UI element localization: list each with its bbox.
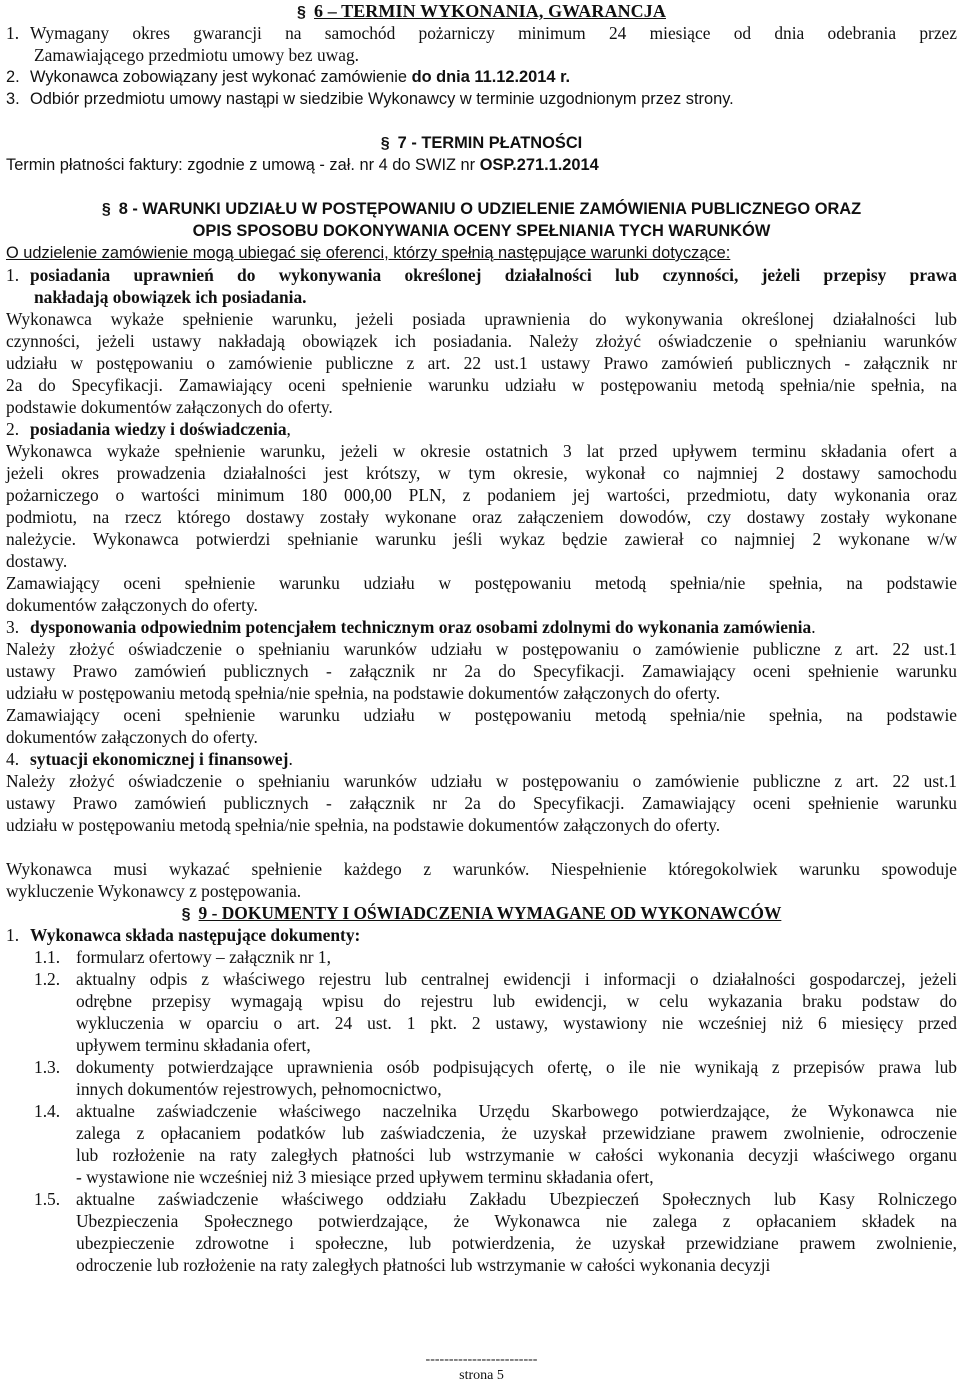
section-6-item-2 [6, 66, 957, 88]
list-item [6, 1034, 957, 1056]
paragraph-line: dostawy. [6, 551, 68, 571]
paragraph-line: Zamawiającego przedmiotu umowy bez uwag. [34, 45, 359, 65]
paragraph-line: 2a do Specyfikacji. Zamawiający oceni spełnienie warunku udziału w postępowaniu metodą spełnia/nie spełnia, na [6, 375, 957, 395]
paragraph-line: O udzielenie zamówienie mogą ubiegać się oferenci, którzy spełnią następujące warunki dotyczące: [6, 244, 731, 262]
list-item-text: aktualny odpis z właściwego rejestru lub centralnej ewidencji i informacji o działalności gospodarczej, jeżeli [76, 969, 957, 989]
spacer [6, 110, 957, 132]
spacer [6, 176, 957, 198]
page-number: strona 5 [459, 1368, 504, 1383]
item-number: 2. [6, 68, 20, 86]
section-9-title: 9 - DOKUMENTY I OŚWIADCZENIA WYMAGANE OD WYKONAWCÓW [198, 903, 782, 923]
paragraph-line: pożarniczego o wartości minimum 180 000,00 PLN, z podaniem jej wartości, przedmiotu, daty wykonania oraz [6, 485, 957, 505]
paragraph-line: dokumentów załączonych do oferty. [6, 595, 258, 615]
list-item-text: upływem terminu składania ofert, [76, 1035, 311, 1055]
section-8-heading-cont [6, 220, 957, 242]
spacer [6, 836, 957, 858]
list-item-text: aktualne zaświadczenie właściwego naczelnika Urzędu Skarbowego potwierdzające, że Wykonawca nie [76, 1101, 957, 1121]
paragraph-line: udziału w postępowaniu o zamówienie publiczne z art. 22 ust.1 ustawy Prawo zamówień publicznych - załącznik nr [6, 353, 957, 373]
item-number: 1.2. [34, 969, 61, 989]
section-9-lead [6, 924, 957, 946]
paragraph-line: należycie. Wykonawca potwierdzi spełnianie warunku jeśli wykaz będzie zawierał co najmniej 2 wykonane w/w [6, 529, 957, 549]
section-6-heading [6, 0, 957, 22]
paragraph-line: Odbiór przedmiotu umowy nastąpi w siedzibie Wykonawcy w terminie uzgodnionym przez strony. [30, 90, 734, 108]
paragraph-line: Wykonawca wykaże spełnienie warunku, jeżeli posiada uprawnienia do wykonywania określonej działalności lub [6, 309, 957, 329]
pilcrow-icon: § [297, 4, 307, 21]
list-item-text: aktualne zaświadczenie właściwego oddziału Zakładu Ubezpieczeń Społecznych lub Kasy Rolniczego [76, 1189, 957, 1209]
condition-title: posiadania uprawnień do wykonywania określonej działalności lub czynności, jeżeli przepisy prawa [30, 265, 957, 285]
list-item-text: ubezpieczenie zdrowotne i społeczne, lub potwierdzenia, że uzyskał przewidziane prawem zwolnienie, [76, 1233, 957, 1253]
section-7-title: 7 - TERMIN PŁATNOŚCI [397, 134, 583, 152]
section-8-title: 8 - WARUNKI UDZIAŁU W POSTĘPOWANIU O UDZIELENIE ZAMÓWIENIA PUBLICZNEGO ORAZ [118, 200, 862, 218]
paragraph-line: Należy złożyć oświadczenie o spełnianiu warunków udziału w postępowaniu o zamówienie publiczne z art. 22 ust.1 [6, 771, 957, 791]
section-6-title: 6 – TERMIN WYKONANIA, GWARANCJA [314, 1, 666, 21]
list-item [6, 1166, 957, 1188]
condition-1-heading-cont [6, 286, 957, 308]
footer-rule: ------------------------ [425, 1352, 538, 1367]
paragraph-line: wykluczenie Wykonawcy z postępowania. [6, 881, 302, 901]
paragraph-line: dokumentów załączonych do oferty. [6, 727, 258, 747]
condition-title: nakładają obowiązek ich posiadania. [34, 287, 307, 307]
page-footer [6, 1352, 957, 1384]
section-6-item-1 [6, 22, 957, 44]
deadline-date: do dnia 11.12.2014 r. [411, 68, 571, 86]
list-item-text: formularz ofertowy – załącznik nr 1, [76, 947, 331, 967]
reference-number: OSP.271.1.2014 [479, 156, 599, 174]
list-item [6, 1122, 957, 1144]
section-8-subtitle: OPIS SPOSOBU DOKONYWANIA OCENY SPEŁNIANIA TYCH WARUNKÓW [192, 222, 771, 240]
list-item [6, 1078, 957, 1100]
paragraph-line: Zamawiający oceni spełnienie warunku udziału w postępowaniu metodą spełnia/nie spełnia, na podstawie [6, 573, 957, 593]
list-item [6, 1056, 957, 1078]
list-item [6, 1232, 957, 1254]
paragraph-line: Wykonawca wykaże spełnienie warunku, jeżeli w okresie ostatnich 3 lat przed upływem terminu składania ofert a [6, 441, 957, 461]
list-item [6, 1254, 957, 1276]
item-number: 1.4. [34, 1101, 61, 1121]
pilcrow-icon: § [380, 135, 390, 152]
section-6-item-1-cont [6, 44, 957, 66]
punctuation: , [286, 419, 291, 439]
paragraph-line: Termin płatności faktury: zgodnie z umową - zał. nr 4 do SWIZ nr [6, 156, 480, 174]
paragraph-line: Wykonawca musi wykazać spełnienie każdego z warunków. Niespełnienie któregokolwiek warunku spowoduje [6, 859, 957, 879]
item-number: 4. [6, 749, 20, 769]
item-number: 1.1. [34, 947, 61, 967]
section-7-text [6, 154, 957, 176]
paragraph-line: Wymagany okres gwarancji na samochód pożarniczy minimum 24 miesiące od dnia odebrania przez [30, 23, 957, 43]
list-item [6, 1100, 957, 1122]
paragraph-line: Należy złożyć oświadczenie o spełnianiu warunków udziału w postępowaniu o zamówienie publiczne z art. 22 ust.1 [6, 639, 957, 659]
list-item-text: dokumenty potwierdzające uprawnienia osób podpisujących ofertę, o ile nie wynikają z przepisów prawa lub [76, 1057, 957, 1077]
paragraph-line: podmiotu, na rzecz którego dostawy zostały wykonane oraz załączeniem dowodów, czy dostawy zostały wykonane [6, 507, 957, 527]
item-number: 1. [6, 925, 20, 945]
condition-title: sytuacji ekonomicznej i finansowej [30, 749, 289, 769]
section-6-item-3 [6, 88, 957, 110]
list-item-text: odrębne przepisy wymagają wpisu do rejestru lub ewidencji, w celu wykazania braku podstaw do [76, 991, 957, 1011]
section-7-heading [6, 132, 957, 154]
list-item [6, 1188, 957, 1210]
condition-title: posiadania wiedzy i doświadczenia [30, 419, 287, 439]
paragraph-line: jeżeli okres prowadzenia działalności jest krótszy, w tym okresie, wykonał co najmniej 2 dostawy samochodu [6, 463, 957, 483]
list-item-text: zalega z opłacaniem podatków lub zaświadczenia, że uzyskał przewidziane prawem zwolnienie, odroczenie [76, 1123, 957, 1143]
pilcrow-icon: § [181, 906, 191, 923]
list-item-text: innych dokumentów rejestrowych, pełnomocnictwo, [76, 1079, 442, 1099]
list-lead: Wykonawca składa następujące dokumenty: [30, 925, 361, 945]
item-number: 3. [6, 617, 20, 637]
pilcrow-icon: § [101, 201, 111, 218]
list-item-text: wykluczenia w oparciu o art. 24 ust. 1 pkt. 2 ustawy, wystawiony nie wcześniej niż 6 miesięcy przed [76, 1013, 957, 1033]
list-item [6, 1144, 957, 1166]
paragraph-line: ustawy Prawo zamówień publicznych - załącznik nr 2a do Specyfikacji. Zamawiający oceni spełnienie warunku [6, 661, 957, 681]
documents-list [6, 946, 957, 1276]
item-number: 1.5. [34, 1189, 61, 1209]
paragraph-line: ustawy Prawo zamówień publicznych - załącznik nr 2a do Specyfikacji. Zamawiający oceni spełnienie warunku [6, 793, 957, 813]
list-item-text: odroczenie lub rozłożenie na raty zaległych płatności lub wstrzymanie w całości wykonania decyzji [76, 1255, 771, 1275]
paragraph-line: czynności, jeżeli ustawy nakładają obowiązek ich posiadania. Należy złożyć oświadczenie o spełnianiu warunków [6, 331, 957, 351]
list-item-text: Ubezpieczenia Społecznego potwierdzające, że Wykonawca nie zalega z opłacaniem składek na [76, 1211, 957, 1231]
punctuation: . [288, 749, 293, 769]
list-item [6, 990, 957, 1012]
list-item [6, 946, 957, 968]
condition-title: dysponowania odpowiednim potencjałem technicznym oraz osobami zdolnymi do wykonania zamówienia [30, 617, 812, 637]
list-item [6, 1012, 957, 1034]
item-number: 1. [6, 265, 20, 285]
punctuation: . [811, 617, 816, 637]
paragraph-line: Wykonawca zobowiązany jest wykonać zamówienie [30, 68, 412, 86]
list-item [6, 968, 957, 990]
list-item-text: lub rozłożenie na raty zaległych płatności lub wstrzymanie w całości wykonania decyzji właściwego organu [76, 1145, 957, 1165]
paragraph-line: udziału w postępowaniu metodą spełnia/nie spełnia, na podstawie dokumentów załączonych do oferty. [6, 683, 721, 703]
section-9-heading [6, 902, 957, 924]
condition-3-heading [6, 616, 957, 638]
condition-2-heading [6, 418, 957, 440]
list-item [6, 1210, 957, 1232]
paragraph-line: Zamawiający oceni spełnienie warunku udziału w postępowaniu metodą spełnia/nie spełnia, na podstawie [6, 705, 957, 725]
condition-1-heading [6, 264, 957, 286]
section-8-heading [6, 198, 957, 220]
item-number: 3. [6, 90, 20, 108]
paragraph-line: udziału w postępowaniu metodą spełnia/nie spełnia, na podstawie dokumentów załączonych do oferty. [6, 815, 721, 835]
paragraph-line: podstawie dokumentów załączonych do oferty. [6, 397, 333, 417]
condition-4-heading [6, 748, 957, 770]
item-number: 1. [6, 23, 20, 43]
document-page [6, 0, 957, 1385]
item-number: 1.3. [34, 1057, 61, 1077]
list-item-text: - wystawione nie wcześniej niż 3 miesiące przed upływem terminu składania ofert, [76, 1167, 654, 1187]
item-number: 2. [6, 419, 20, 439]
section-8-intro [6, 242, 957, 264]
